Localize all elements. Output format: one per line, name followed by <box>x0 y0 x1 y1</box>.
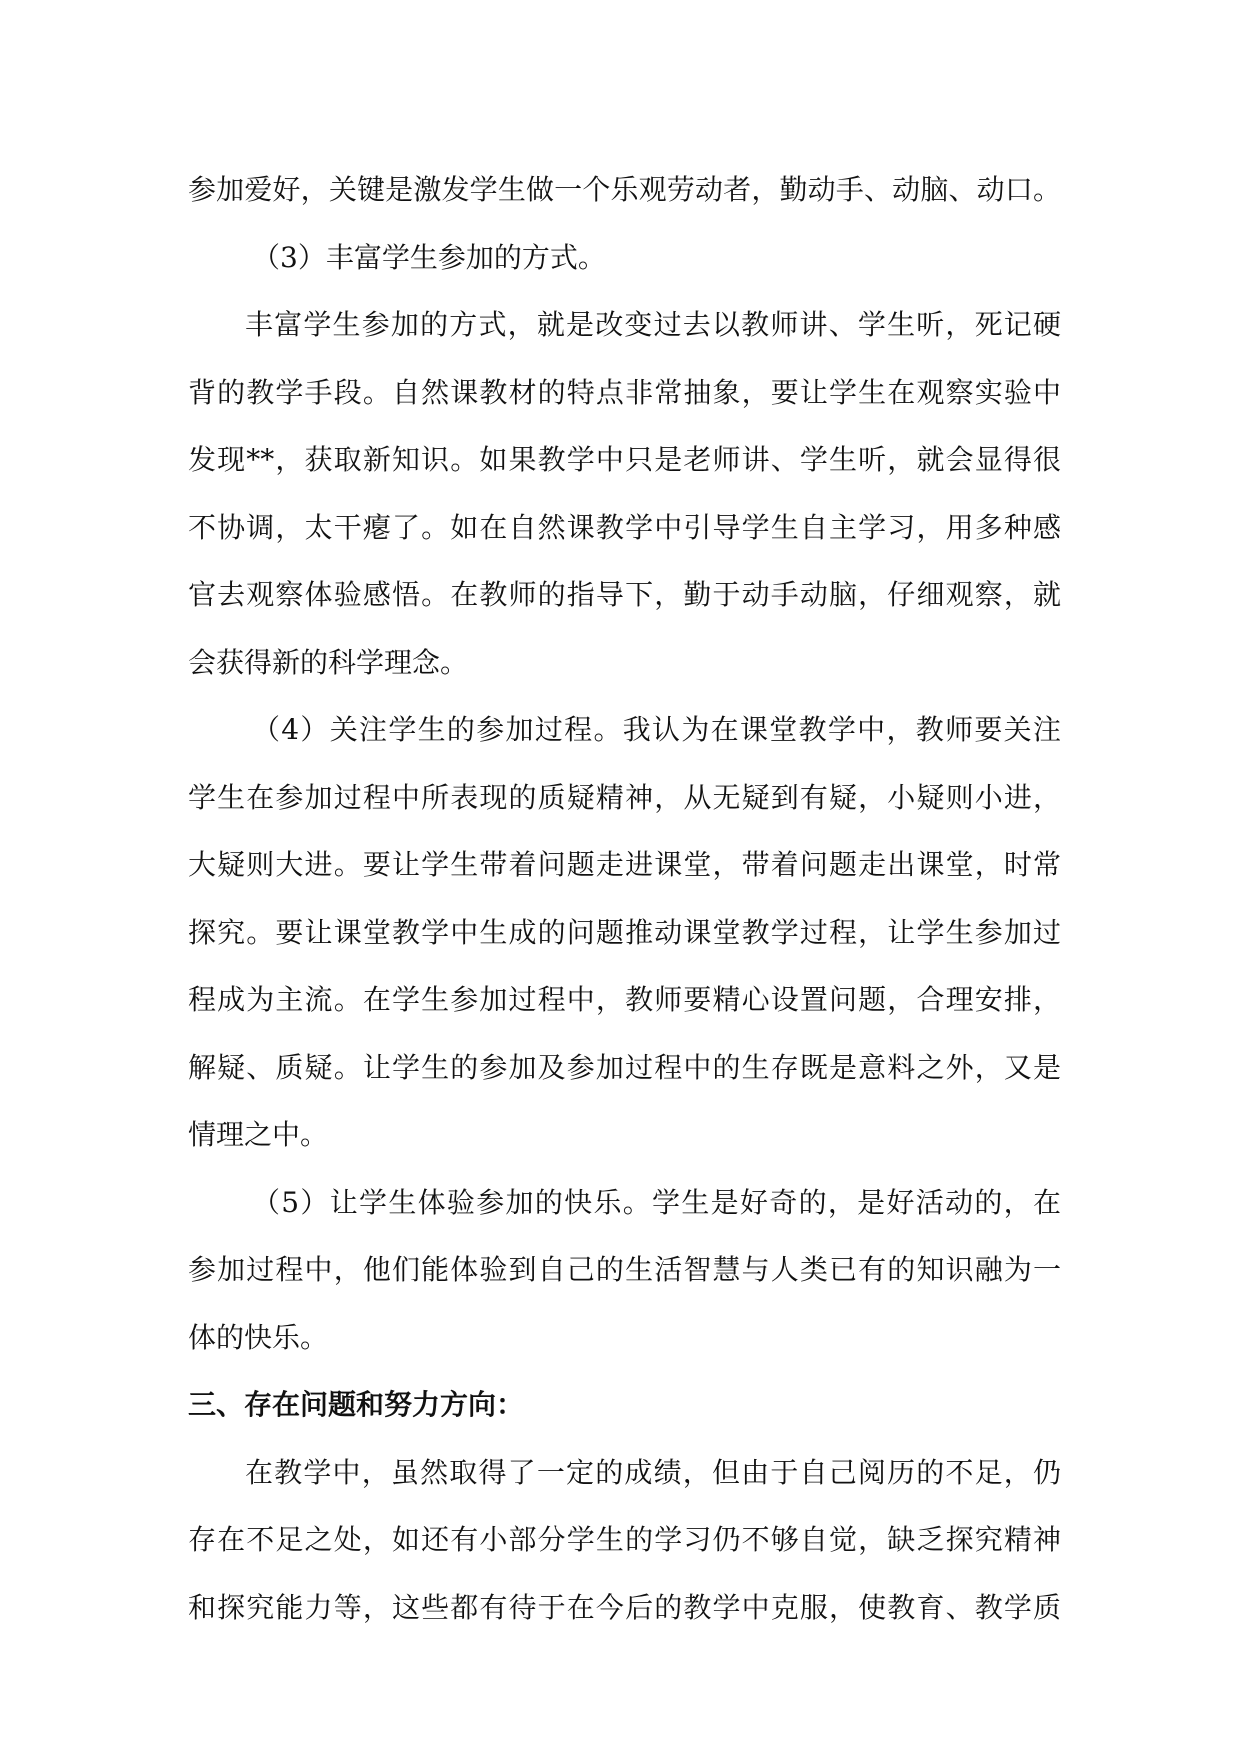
text-line: 不协调，太干瘪了。如在自然课教学中引导学生自主学习，用多种感 <box>188 510 1061 544</box>
text-line: 体的快乐。 <box>188 1320 329 1354</box>
text-line: 存在不足之处，如还有小部分学生的学习仍不够自觉，缺乏探究精神 <box>188 1523 1061 1556</box>
text-line: 情理之中。 <box>188 1118 329 1151</box>
text-line: 探究。要让课堂教学中生成的问题推动课堂教学过程，让学生参加过 <box>188 915 1061 949</box>
text-line: 官去观察体验感悟。在教师的指导下，勤于动手动脑，仔细观察，就 <box>188 578 1061 611</box>
text-line: 学生在参加过程中所表现的质疑精神，从无疑到有疑，小疑则小进， <box>188 780 1061 814</box>
text-line: 丰富学生参加的方式，就是改变过去以教师讲、学生听，死记硬 <box>245 308 1061 341</box>
text-line: 会获得新的科学理念。 <box>188 645 469 679</box>
text-line: 参加爱好，关键是激发学生做一个乐观劳动者，勤动手、动脑、动口。 <box>188 173 1061 206</box>
list-item-4: （4）关注学生的参加过程。我认为在课堂教学中，教师要关注 <box>252 713 1061 746</box>
text-line: 和探究能力等，这些都有待于在今后的教学中克服，使教育、教学质 <box>188 1590 1061 1624</box>
list-item-5: （5）让学生体验参加的快乐。学生是好奇的，是好活动的，在 <box>252 1185 1061 1219</box>
section-heading: 三、存在问题和努力方向： <box>188 1388 525 1421</box>
text-line: 大疑则大进。要让学生带着问题走进课堂，带着问题走出课堂，时常 <box>188 848 1061 881</box>
document-body <box>188 156 1061 1641</box>
text-line: 在教学中，虽然取得了一定的成绩，但由于自己阅历的不足，仍 <box>245 1455 1061 1489</box>
text-line: 参加过程中，他们能体验到自己的生活智慧与人类已有的知识融为一 <box>188 1253 1061 1286</box>
text-line: 解疑、质疑。让学生的参加及参加过程中的生存既是意料之外，又是 <box>188 1050 1061 1084</box>
list-item-3: （3）丰富学生参加的方式。 <box>252 240 606 274</box>
text-line: 程成为主流。在学生参加过程中，教师要精心设置问题，合理安排， <box>188 983 1061 1016</box>
text-line: 背的教学手段。自然课教材的特点非常抽象，要让学生在观察实验中 <box>188 375 1061 409</box>
text-line: 发现**，获取新知识。如果教学中只是老师讲、学生听，就会显得很 <box>188 443 1061 476</box>
